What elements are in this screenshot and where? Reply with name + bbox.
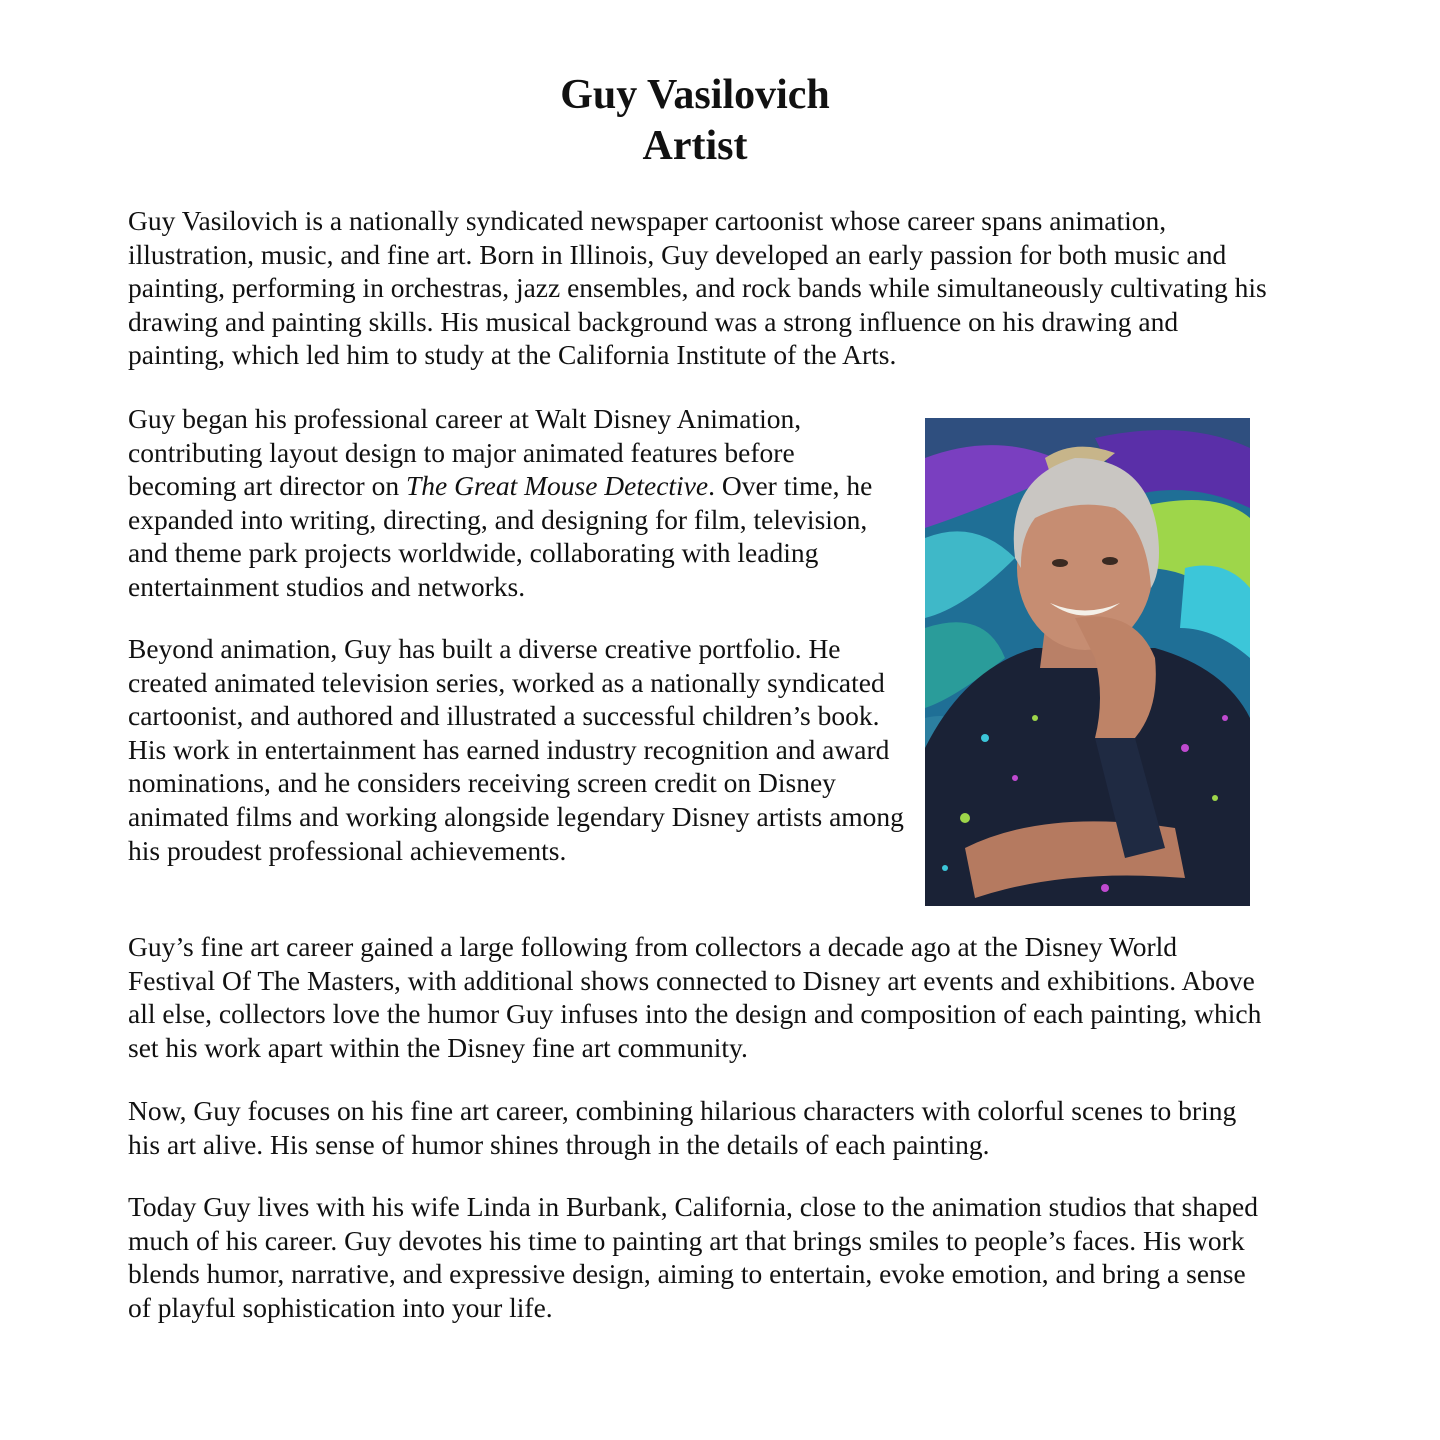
bio-paragraph-2 — [128, 402, 908, 604]
bio-paragraph-6: Today Guy lives with his wife Linda in Burbank, California, close to the animation studios that shaped much of his career. Guy devotes his time to painting art that brings smiles to people’s faces. His work blends humor, narrative, and expressive design, aiming to entertain, evoke emotion, and bring a sense of playful sophistication into your life. — [128, 1191, 1258, 1323]
bio-paragraph-2-intro: Guy began his professional career at Walt Disney Animation, contributing layout design to major animated features before becoming art director on — [128, 403, 802, 502]
artist-role: Artist — [642, 123, 748, 169]
bio-paragraph-4: Guy’s fine art career gained a large following from collectors a decade ago at the Disney World Festival Of The Masters, with additional shows connected to Disney art events and exhibitions. Above all else, collectors love the humor Guy infuses into the design and composition of each painting, which set his work apart within the Disney fine art community. — [128, 931, 1262, 1063]
bio-paragraph-2-rest: . Over time, he expanded into writing, directing, and designing for film, television, and theme park projects worldwide, collaborating with leading entertainment studios and networks. — [128, 470, 873, 602]
bio-paragraph-3: Beyond animation, Guy has built a diverse creative portfolio. He created animated television series, worked as a nationally syndicated cartoonist, and authored and illustrated a successful children’s book. His work in entertainment has earned industry recognition and award nominations, and he considers receiving screen credit on Disney animated films and working alongside legendary Disney artists among his proudest professional achievements. — [128, 633, 904, 866]
bio-paragraph-5: Now, Guy focuses on his fine art career, combining hilarious characters with colorful scenes to bring his art alive. His sense of humor shines through in the details of each painting. — [128, 1095, 1237, 1160]
artist-name: Guy Vasilovich — [560, 72, 830, 118]
film-title: The Great Mouse Detective — [405, 470, 709, 502]
bio-paragraph-1: Guy Vasilovich is a nationally syndicated newspaper cartoonist whose career spans animation, illustration, music, and fine art. Born in Illinois, Guy developed an early passion for both music and painting, performing in orchestras, jazz ensembles, and rock bands while simultaneously cultivating his drawing and painting skills. His musical background was a strong influence on his drawing and painting, which led him to study at the California Institute of the Arts. — [128, 205, 1267, 371]
artist-portrait-photo — [925, 418, 1250, 906]
page-title — [0, 70, 1390, 172]
